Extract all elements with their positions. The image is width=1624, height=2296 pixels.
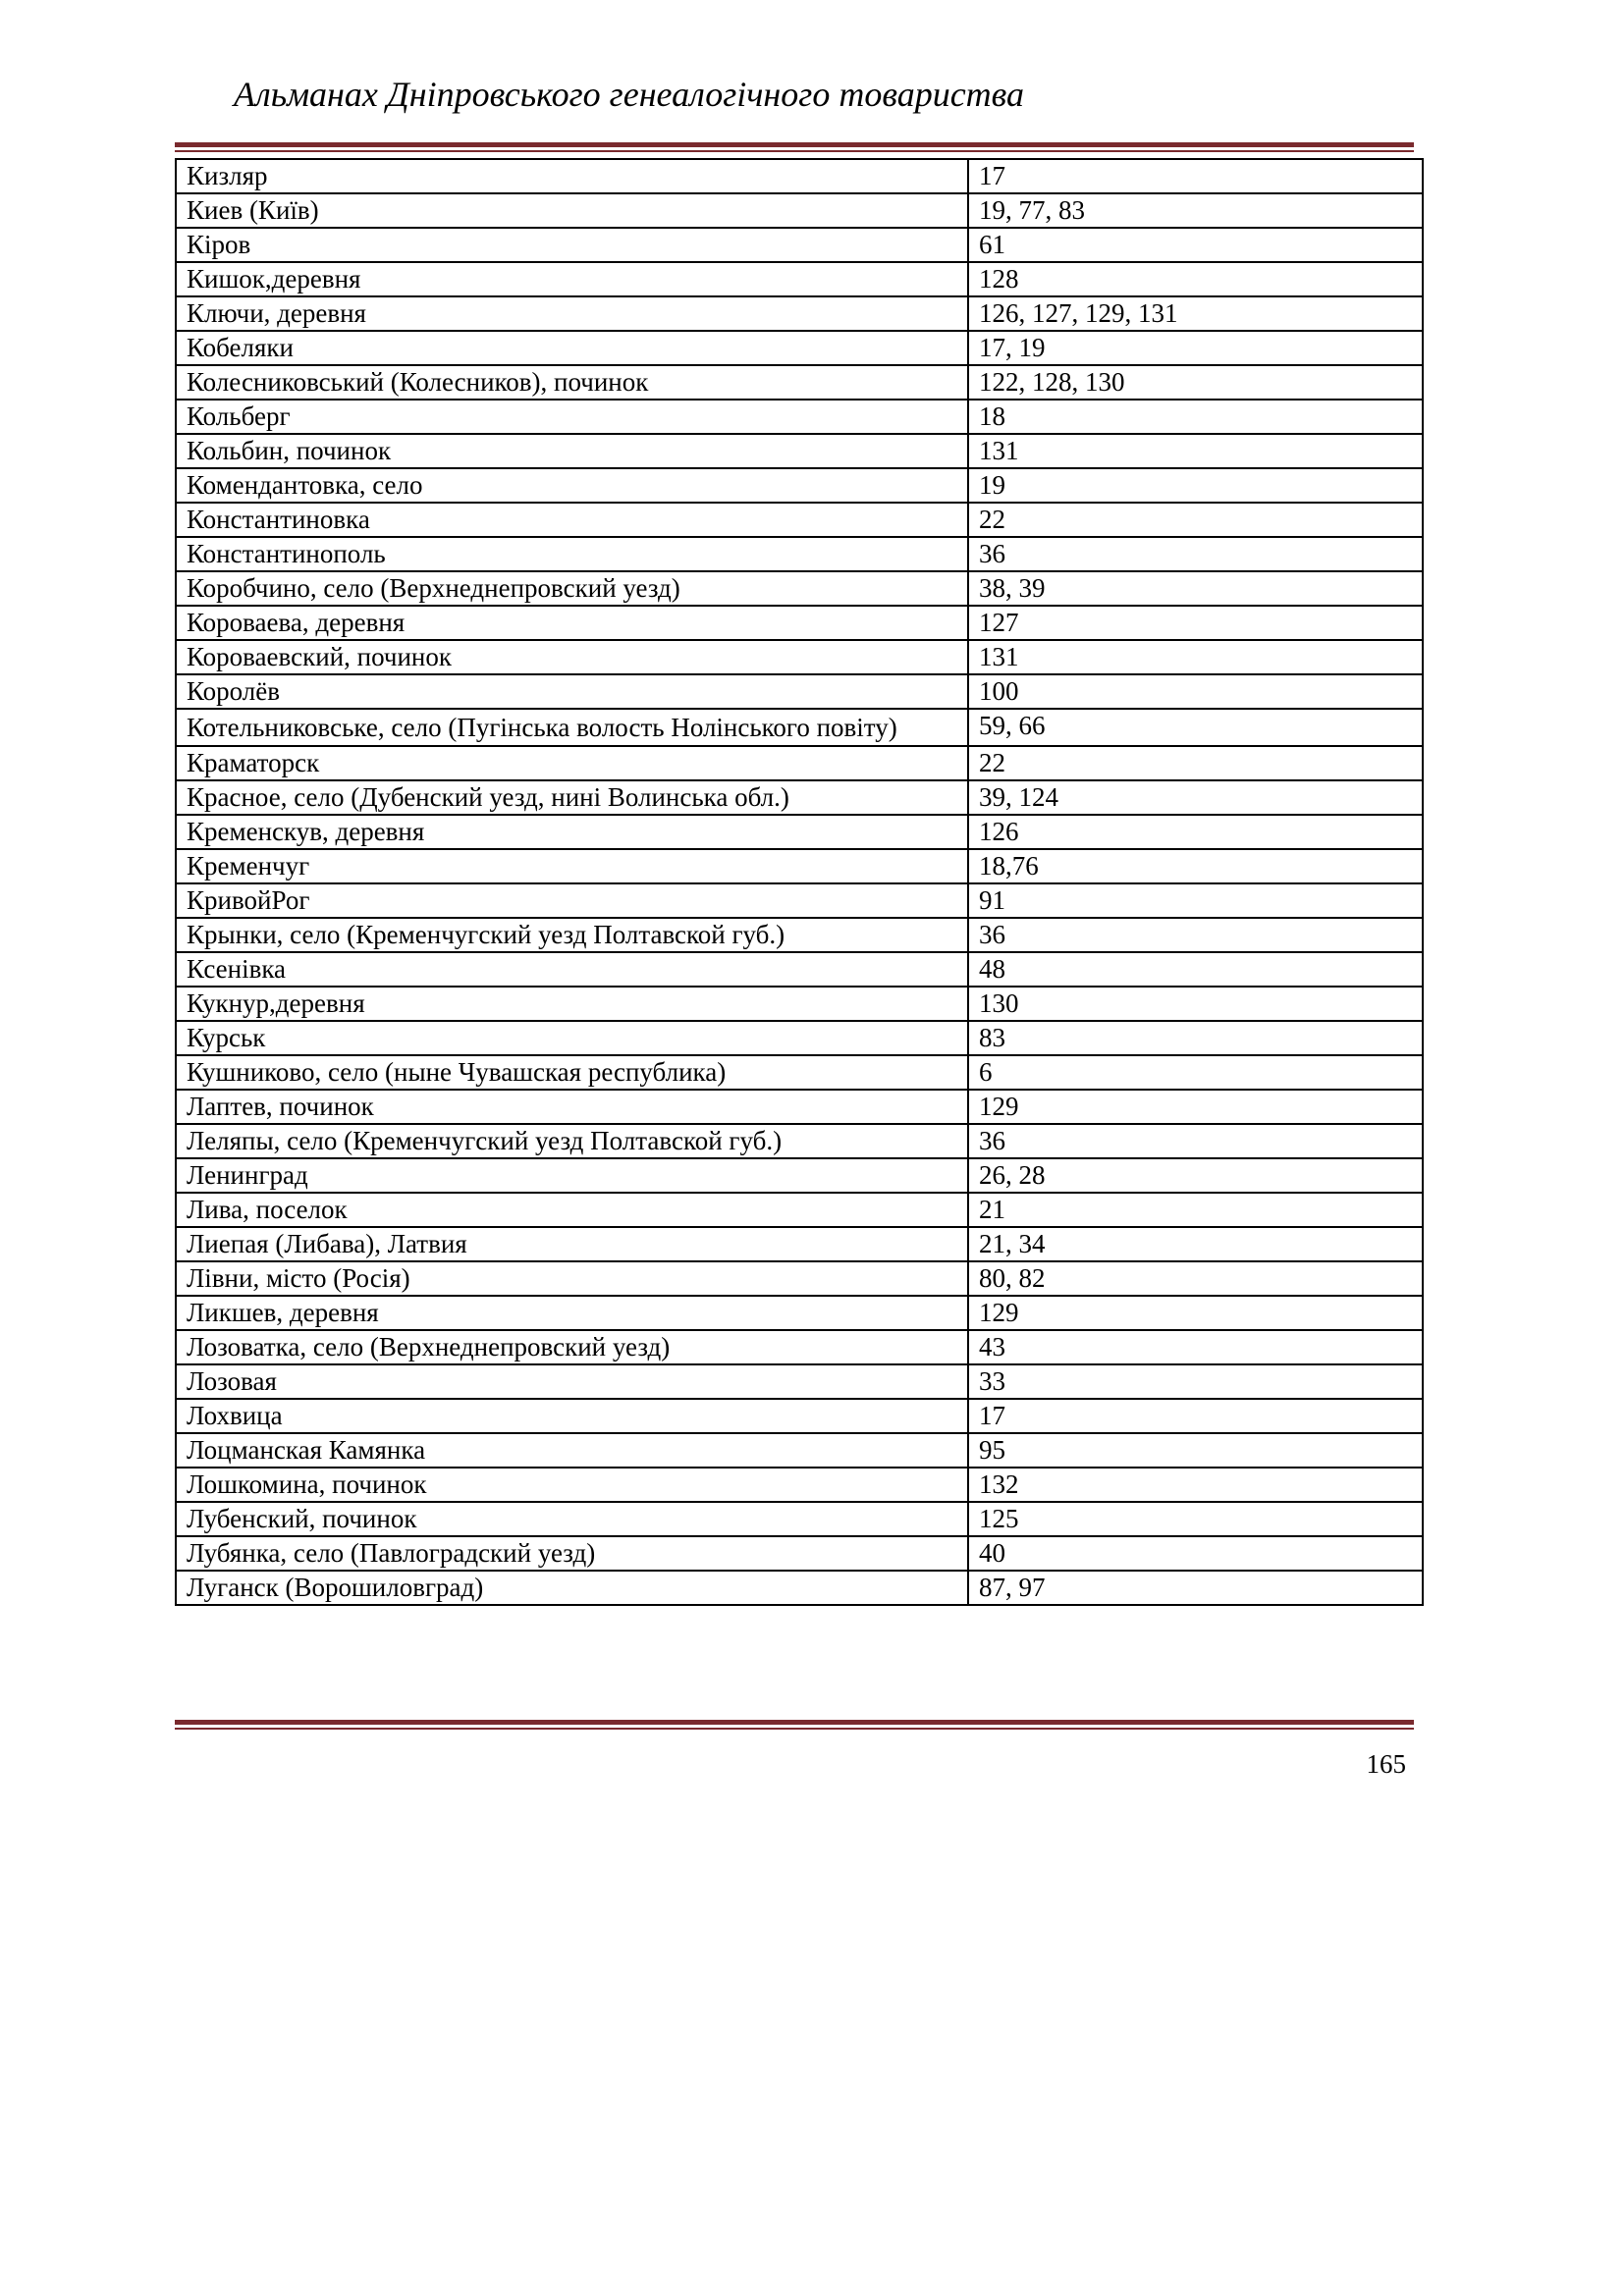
page-refs-cell: 127 — [968, 606, 1423, 640]
table-row — [176, 640, 1423, 674]
table-row — [176, 571, 1423, 606]
table-row — [176, 709, 1423, 746]
table-row — [176, 434, 1423, 468]
page-refs-cell: 43 — [968, 1330, 1423, 1364]
page-refs-cell: 38, 39 — [968, 571, 1423, 606]
place-name-cell: Кишок,деревня — [176, 262, 968, 296]
place-name-cell: Кизляр — [176, 159, 968, 193]
place-name-cell: Короваева, деревня — [176, 606, 968, 640]
place-name-cell: Курськ — [176, 1021, 968, 1055]
table-row — [176, 1227, 1423, 1261]
table-row — [176, 746, 1423, 780]
table-row — [176, 606, 1423, 640]
page-refs-cell: 91 — [968, 883, 1423, 918]
page-refs-cell: 48 — [968, 952, 1423, 987]
place-name-cell: Лубенский, починок — [176, 1502, 968, 1536]
page-refs-cell: 17, 19 — [968, 331, 1423, 365]
place-name-cell: Леляпы, село (Кременчугский уезд Полтавской губ.) — [176, 1124, 968, 1158]
page-refs-cell: 131 — [968, 434, 1423, 468]
place-name-cell: КривойРог — [176, 883, 968, 918]
table-row — [176, 1571, 1423, 1605]
page-refs-cell: 131 — [968, 640, 1423, 674]
footer-rule-thin — [175, 1728, 1414, 1730]
place-name-cell: Лаптев, починок — [176, 1090, 968, 1124]
page-refs-cell: 6 — [968, 1055, 1423, 1090]
table-row — [176, 674, 1423, 709]
table-row — [176, 503, 1423, 537]
page-refs-cell: 22 — [968, 746, 1423, 780]
place-name-cell: Коробчино, село (Верхнеднепровский уезд) — [176, 571, 968, 606]
page-number: 165 — [1366, 1749, 1406, 1779]
place-name-cell: Луганск (Ворошиловград) — [176, 1571, 968, 1605]
header-rule-thick — [175, 142, 1414, 147]
page-refs-cell: 61 — [968, 228, 1423, 262]
place-name-cell: Лозовая — [176, 1364, 968, 1399]
place-name-cell: Лівни, місто (Росія) — [176, 1261, 968, 1296]
page-refs-cell: 122, 128, 130 — [968, 365, 1423, 400]
page-refs-cell: 19, 77, 83 — [968, 193, 1423, 228]
page-refs-cell: 130 — [968, 987, 1423, 1021]
place-name-cell: Лиепая (Либава), Латвия — [176, 1227, 968, 1261]
place-name-cell: Ликшев, деревня — [176, 1296, 968, 1330]
table-row — [176, 987, 1423, 1021]
table-row — [176, 1090, 1423, 1124]
place-name-cell: Лубянка, село (Павлоградский уезд) — [176, 1536, 968, 1571]
table-row — [176, 1399, 1423, 1433]
place-name-cell: Котельниковське, село (Пугінська волость Нолінського повіту) — [176, 709, 968, 746]
table-row — [176, 331, 1423, 365]
table-row — [176, 193, 1423, 228]
table-row — [176, 1124, 1423, 1158]
page-refs-cell: 18,76 — [968, 849, 1423, 883]
page-refs-cell: 95 — [968, 1433, 1423, 1468]
table-row — [176, 952, 1423, 987]
page-refs-cell: 26, 28 — [968, 1158, 1423, 1193]
page-refs-cell: 18 — [968, 400, 1423, 434]
page-refs-cell: 17 — [968, 1399, 1423, 1433]
page-refs-cell: 126 — [968, 815, 1423, 849]
page-refs-cell: 125 — [968, 1502, 1423, 1536]
page-refs-cell: 129 — [968, 1090, 1423, 1124]
page-refs-cell: 36 — [968, 918, 1423, 952]
table-row — [176, 400, 1423, 434]
place-name-cell: Королёв — [176, 674, 968, 709]
place-name-cell: Крынки, село (Кременчугский уезд Полтавской губ.) — [176, 918, 968, 952]
place-name-cell: Лохвица — [176, 1399, 968, 1433]
place-name-cell: Ленинград — [176, 1158, 968, 1193]
table-row — [176, 159, 1423, 193]
table-row — [176, 1261, 1423, 1296]
page-refs-cell: 129 — [968, 1296, 1423, 1330]
place-name-cell: Константиновка — [176, 503, 968, 537]
page-refs-cell: 83 — [968, 1021, 1423, 1055]
place-name-cell: Красное, село (Дубенский уезд, нині Волинська обл.) — [176, 780, 968, 815]
table-row — [176, 1433, 1423, 1468]
place-name-cell: Колесниковський (Колесников), починок — [176, 365, 968, 400]
page-refs-cell: 36 — [968, 1124, 1423, 1158]
table-row — [176, 1502, 1423, 1536]
table-row — [176, 1536, 1423, 1571]
table-row — [176, 883, 1423, 918]
table-row — [176, 296, 1423, 331]
page-refs-cell: 39, 124 — [968, 780, 1423, 815]
place-name-cell: Кольберг — [176, 400, 968, 434]
place-name-cell: Лоцманская Камянка — [176, 1433, 968, 1468]
table-row — [176, 1364, 1423, 1399]
place-name-cell: Киев (Київ) — [176, 193, 968, 228]
page-refs-cell: 17 — [968, 159, 1423, 193]
table-row — [176, 468, 1423, 503]
footer-rule-thick — [175, 1720, 1414, 1725]
page-refs-cell: 59, 66 — [968, 709, 1423, 746]
place-name-cell: Кукнур,деревня — [176, 987, 968, 1021]
table-row — [176, 1158, 1423, 1193]
page-refs-cell: 80, 82 — [968, 1261, 1423, 1296]
table-row — [176, 228, 1423, 262]
page-refs-cell: 36 — [968, 537, 1423, 571]
place-name-cell: Кременскув, деревня — [176, 815, 968, 849]
table-row — [176, 780, 1423, 815]
table-row — [176, 849, 1423, 883]
table-row — [176, 1055, 1423, 1090]
table-row — [176, 1021, 1423, 1055]
table-row — [176, 815, 1423, 849]
page-refs-cell: 126, 127, 129, 131 — [968, 296, 1423, 331]
almanac-title: Альманах Дніпровського генеалогічного товариства — [234, 75, 1025, 114]
page-refs-cell: 100 — [968, 674, 1423, 709]
table-row — [176, 365, 1423, 400]
page-refs-cell: 21, 34 — [968, 1227, 1423, 1261]
page-refs-cell: 40 — [968, 1536, 1423, 1571]
page-refs-cell: 19 — [968, 468, 1423, 503]
place-name-cell: Краматорск — [176, 746, 968, 780]
page-refs-cell: 21 — [968, 1193, 1423, 1227]
page-refs-cell: 128 — [968, 262, 1423, 296]
place-name-cell: Лива, поселок — [176, 1193, 968, 1227]
table-row — [176, 1468, 1423, 1502]
place-name-cell: Кольбин, починок — [176, 434, 968, 468]
table-row — [176, 1296, 1423, 1330]
header-rule-thin — [175, 150, 1414, 152]
place-name-cell: Кіров — [176, 228, 968, 262]
place-name-cell: Лошкомина, починок — [176, 1468, 968, 1502]
place-name-cell: Кременчуг — [176, 849, 968, 883]
place-name-cell: Лозоватка, село (Верхнеднепровский уезд) — [176, 1330, 968, 1364]
table-row — [176, 918, 1423, 952]
page-refs-cell: 132 — [968, 1468, 1423, 1502]
page-refs-cell: 87, 97 — [968, 1571, 1423, 1605]
place-name-cell: Ксенівка — [176, 952, 968, 987]
place-name-cell: Ключи, деревня — [176, 296, 968, 331]
page-refs-cell: 22 — [968, 503, 1423, 537]
place-name-cell: Кушниково, село (ныне Чувашская республика) — [176, 1055, 968, 1090]
place-name-cell: Кобеляки — [176, 331, 968, 365]
geographic-index-table — [175, 158, 1424, 1606]
table-row — [176, 1193, 1423, 1227]
page-refs-cell: 33 — [968, 1364, 1423, 1399]
index-table-body — [176, 159, 1423, 1605]
table-row — [176, 262, 1423, 296]
table-row — [176, 537, 1423, 571]
place-name-cell: Короваевский, починок — [176, 640, 968, 674]
table-row — [176, 1330, 1423, 1364]
place-name-cell: Комендантовка, село — [176, 468, 968, 503]
place-name-cell: Константинополь — [176, 537, 968, 571]
